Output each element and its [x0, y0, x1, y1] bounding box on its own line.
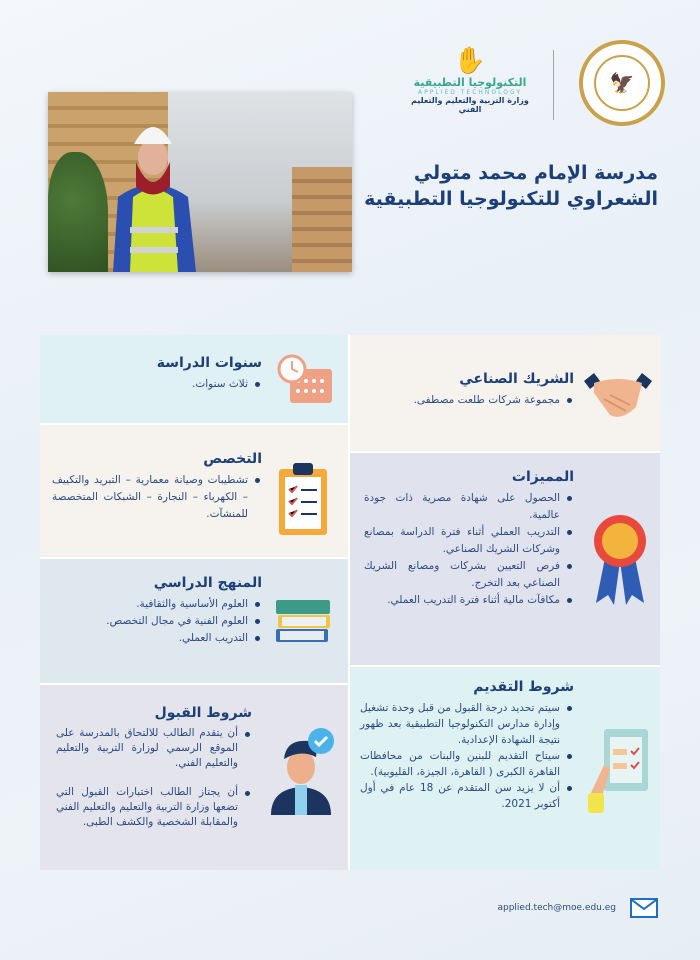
tree-image	[48, 152, 108, 272]
title-line-2: الشعراوي للتكنولوجيا التطبيقية	[364, 188, 658, 210]
ministry-name: وزارة التربية والتعليم والتعليم الفني	[411, 96, 529, 114]
school-title	[328, 160, 658, 212]
calendar-clock-icon	[276, 351, 336, 411]
list-item: سيتاح التقديم للبنين والبنات من محافظات القاهرة الكبرى ( القاهرة، الجيزة، القليوبية).	[360, 748, 574, 780]
section-heading: شروط التقديم	[473, 679, 574, 695]
features-box	[350, 453, 660, 665]
eagle-icon: 🦅	[594, 55, 650, 111]
ministry-seal-logo	[579, 40, 665, 126]
list-item: ثلاث سنوات.	[62, 376, 262, 393]
student-in-safety-vest	[108, 102, 198, 272]
list-item: التدريب العملي أثناء فترة الدراسة بمصانع وشركات الشريك الصناعي.	[364, 524, 574, 558]
section-heading: المميزات	[511, 469, 574, 485]
student-photo	[48, 92, 352, 272]
header-logos	[400, 40, 665, 130]
list-item: أن لا يزيد سن المتقدم عن 18 عام في أول أكتوبر 2021.	[360, 780, 574, 812]
acceptance-box	[40, 685, 348, 870]
handshake-icon	[582, 371, 654, 421]
info-grid	[40, 335, 660, 870]
list-item: سيتم تحديد درجة القبول من قبل وحدة تشغيل وإدارة مدارس التكنولوجيا التطبيقية بعد ظهور نتيجة الشهادة الإعدادية.	[360, 700, 574, 748]
section-heading: الشريك الصناعي	[459, 371, 574, 387]
section-heading: المنهج الدراسي	[153, 575, 262, 591]
contact-email[interactable]: applied.tech@moe.edu.eg	[497, 903, 616, 913]
list-item: أن يجتاز الطالب اختبارات القبول التي تضعها وزارة التربية والتعليم والتعليم الفني والمقابلة الشخصية والكشف الطبى.	[56, 785, 252, 830]
list-item: مكافآت مالية أثناء فترة التدريب العملي.	[364, 592, 574, 609]
title-line-1: مدرسة الإمام محمد متولي	[413, 162, 658, 184]
section-heading: التخصص	[203, 451, 262, 467]
list-item: الحصول على شهادة مصرية ذات جودة عالمية.	[364, 490, 574, 524]
applied-technology-logo	[400, 46, 540, 114]
application-box	[350, 667, 660, 870]
section-heading: شروط القبول	[154, 705, 252, 721]
list-item: العلوم الفنية في مجال التخصص.	[52, 613, 262, 630]
books-icon	[274, 597, 332, 645]
section-heading: سنوات الدراسة	[156, 355, 262, 371]
approved-person-icon	[266, 727, 336, 815]
specialization-box	[40, 425, 348, 557]
logo-divider	[553, 50, 554, 120]
clipboard-checklist-icon	[276, 461, 330, 537]
study-years-box	[40, 335, 348, 423]
list-item: التدريب العملي.	[52, 630, 262, 647]
contact-footer	[497, 898, 658, 918]
mail-icon	[630, 898, 658, 918]
hand-checklist-icon	[588, 725, 650, 815]
award-ribbon-icon	[592, 513, 648, 607]
list-item: تشطيبات وصيانة معمارية – التبريد والتكييف – الكهرباء – النجارة – الشبكات المتخصصة للمنشآت.	[52, 472, 262, 523]
list-item: مجموعة شركات طلعت مصطفى.	[364, 392, 574, 409]
hand-building-icon: ✋	[453, 46, 487, 76]
list-item: فرص التعيين بشركات ومصانع الشريك الصناعي بعد التخرج.	[364, 558, 574, 592]
applied-tech-english: APPLIED TECHNOLOGY	[417, 89, 522, 96]
curriculum-box	[40, 559, 348, 683]
industrial-partner-box	[350, 335, 660, 451]
list-item: أن يتقدم الطالب للالتحاق بالمدرسة على الموقع الرسمي لوزارة التربية والتعليم والتعليم الفني.	[56, 726, 252, 771]
applied-tech-arabic: التكنولوجيا التطبيقية	[413, 76, 527, 89]
list-item: العلوم الأساسية والثقافية.	[52, 596, 262, 613]
